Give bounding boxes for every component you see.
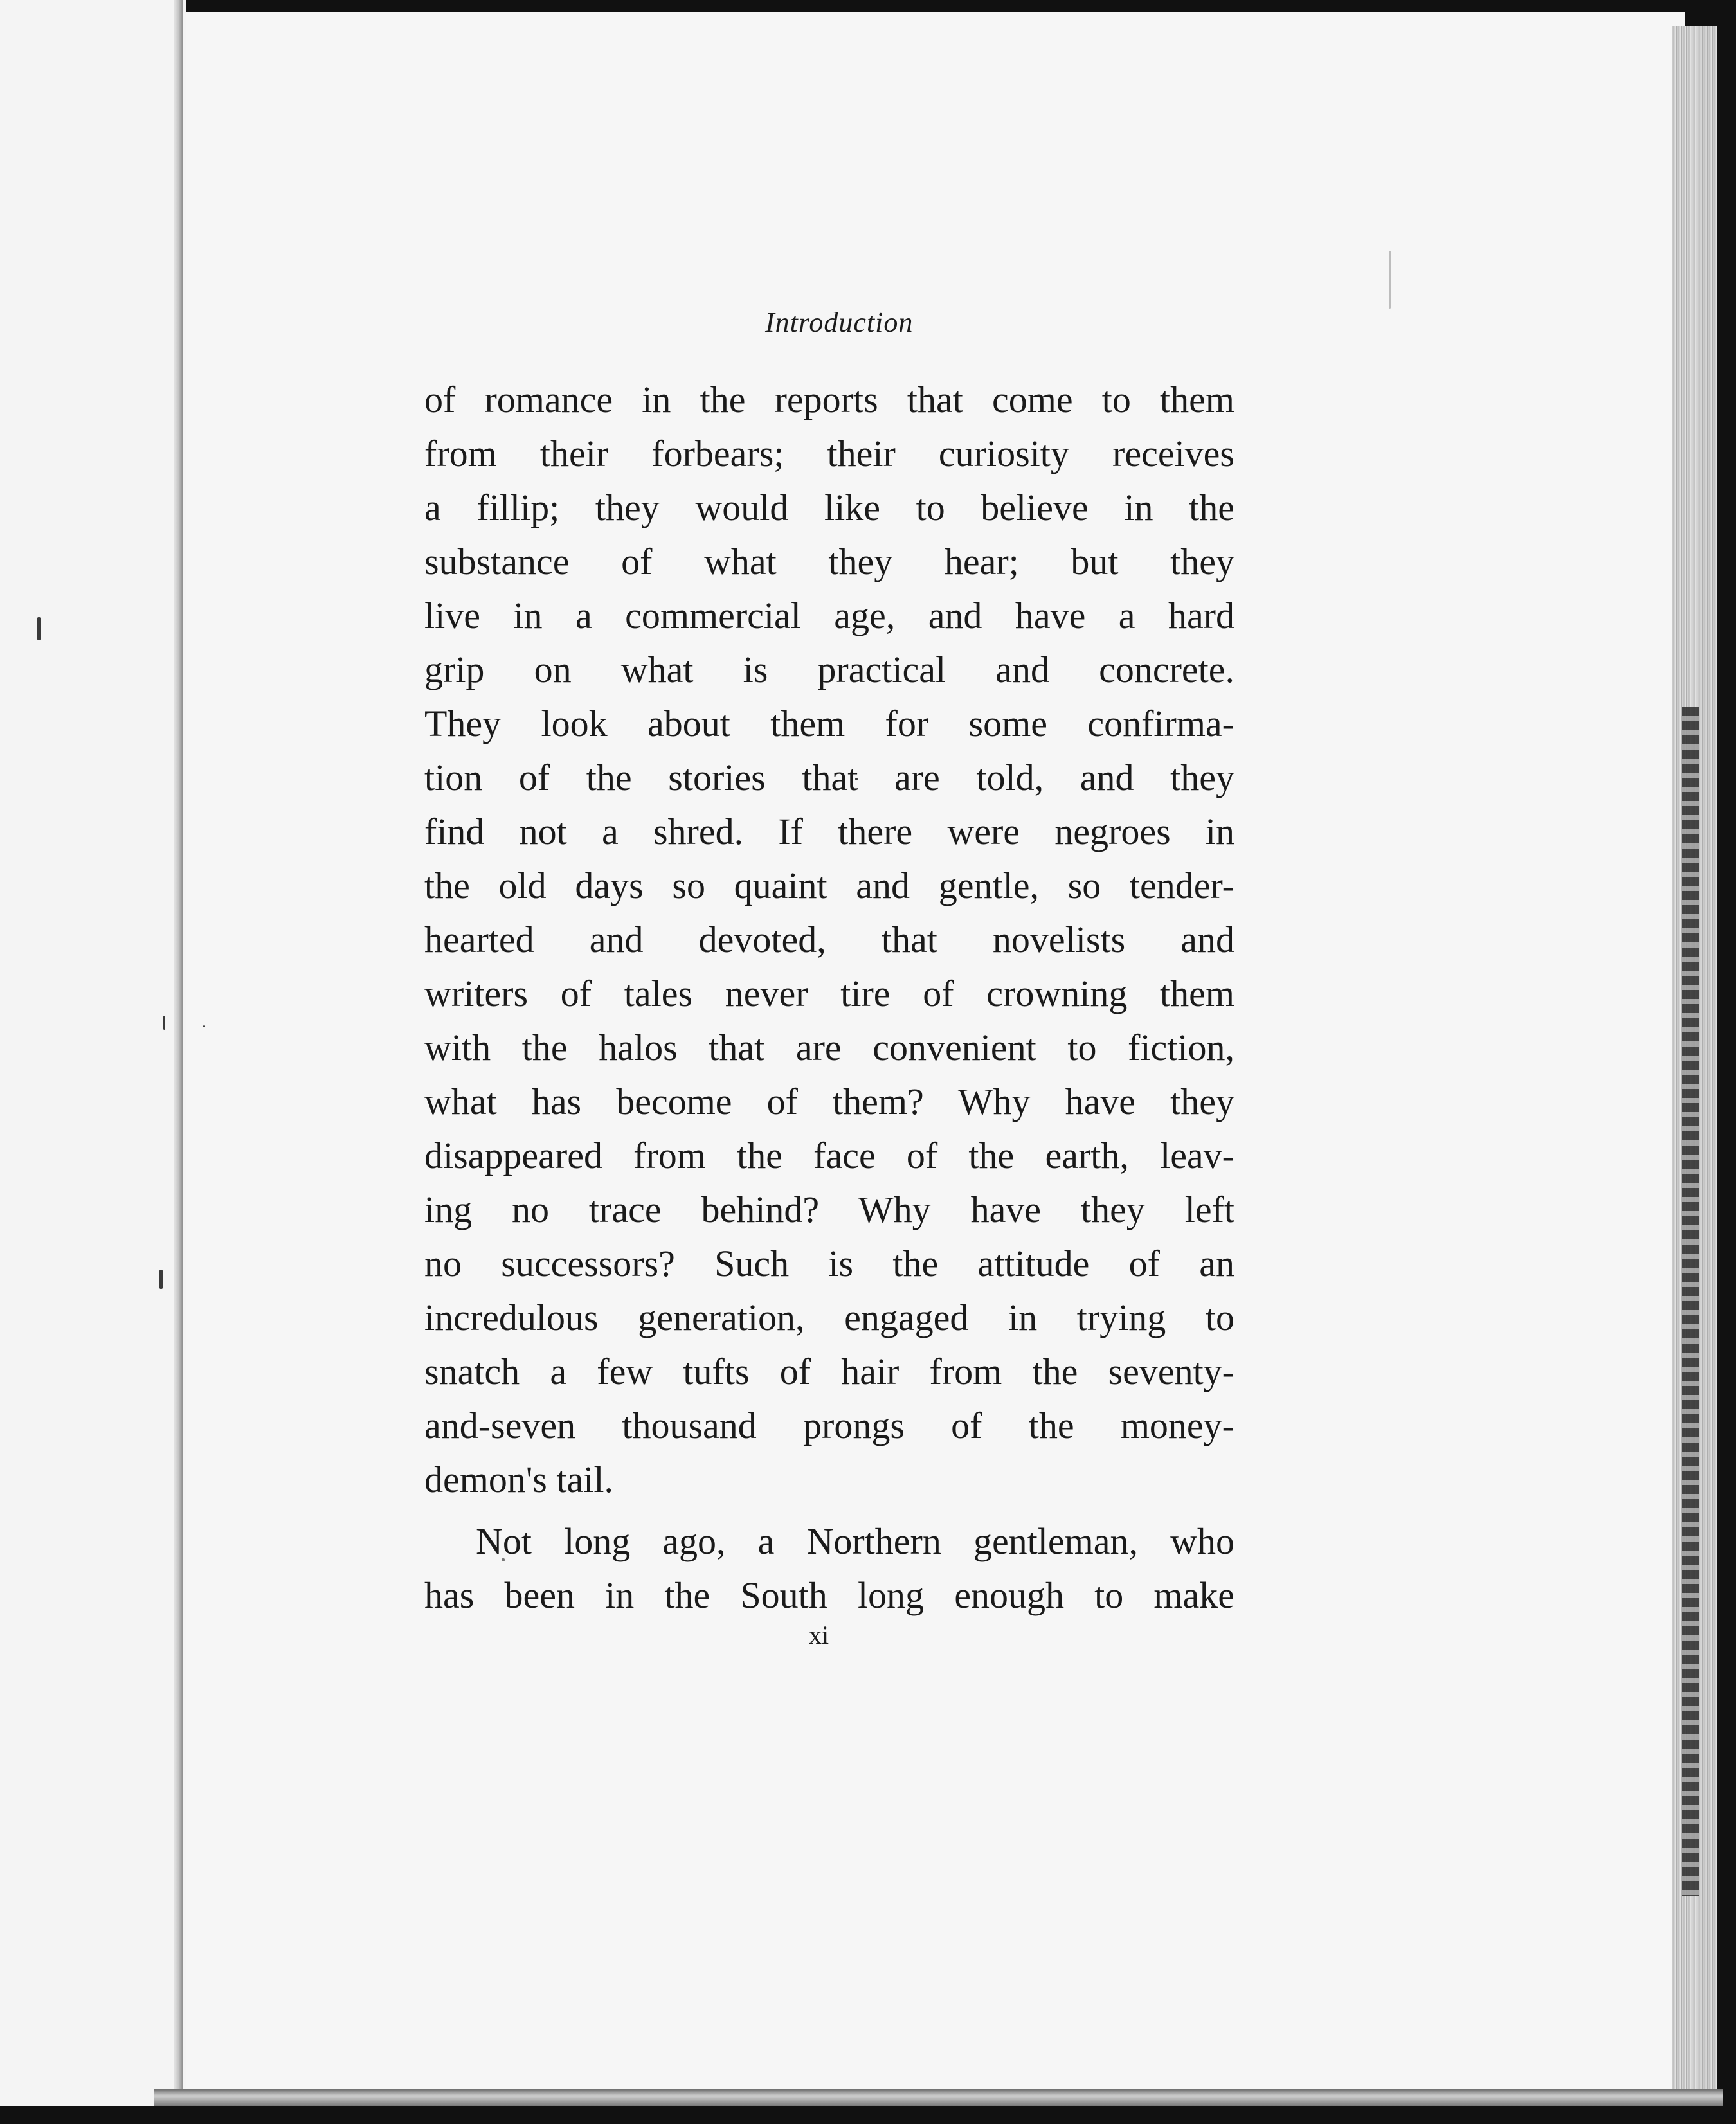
scan-top-border — [0, 0, 1736, 12]
text-line: ing no trace behind? Why have they left — [424, 1189, 1234, 1230]
text-line: and-seven thousand prongs of the money- — [424, 1405, 1234, 1446]
scan-bottom-border — [0, 2106, 1736, 2124]
text-line: the old days so quaint and gentle, so tender- — [424, 865, 1234, 906]
text-line: incredulous generation, engaged in trying to — [424, 1297, 1234, 1338]
text-line: has been in the South long enough to make — [424, 1574, 1234, 1616]
text-line: disappeared from the face of the earth, leav- — [424, 1135, 1234, 1176]
text-line: a fillip; they would like to believe in the — [424, 487, 1234, 528]
text-line: substance of what they hear; but they — [424, 541, 1234, 582]
facing-page-edge — [0, 0, 186, 2124]
running-head: Introduction — [765, 307, 914, 338]
text-line: Not long ago, a Northern gentleman, who — [476, 1520, 1234, 1562]
paragraph-1 — [424, 373, 1234, 1507]
page-number: xi — [809, 1621, 829, 1650]
text-line: with the halos that are convenient to fiction, — [424, 1027, 1234, 1068]
text-line: They look about them for some confirma- — [424, 703, 1234, 744]
text-line: grip on what is practical and concrete. — [424, 649, 1234, 690]
text-line: from their forbears; their curiosity receives — [424, 433, 1234, 474]
text-line: demon's tail. — [424, 1459, 613, 1500]
book-gutter — [174, 0, 183, 2124]
body-text — [424, 373, 1234, 1623]
text-line: snatch a few tufts of hair from the seventy- — [424, 1351, 1234, 1392]
text-line: find not a shred. If there were negroes in — [424, 811, 1234, 852]
text-line: writers of tales never tire of crowning them — [424, 973, 1234, 1014]
text-line: hearted and devoted, that novelists and — [424, 919, 1234, 960]
page-stack-shadow — [1682, 707, 1699, 1896]
page-bottom-edge — [154, 2089, 1723, 2106]
text-line: of romance in the reports that come to them — [424, 379, 1234, 420]
text-line: no successors? Such is the attitude of an — [424, 1243, 1234, 1284]
text-line: what has become of them? Why have they — [424, 1081, 1234, 1122]
text-line: tion of the stories that are told, and they — [424, 757, 1234, 798]
text-line: live in a commercial age, and have a hard — [424, 595, 1234, 636]
paragraph-2 — [424, 1515, 1234, 1623]
paragraph-gap — [424, 1507, 1234, 1515]
